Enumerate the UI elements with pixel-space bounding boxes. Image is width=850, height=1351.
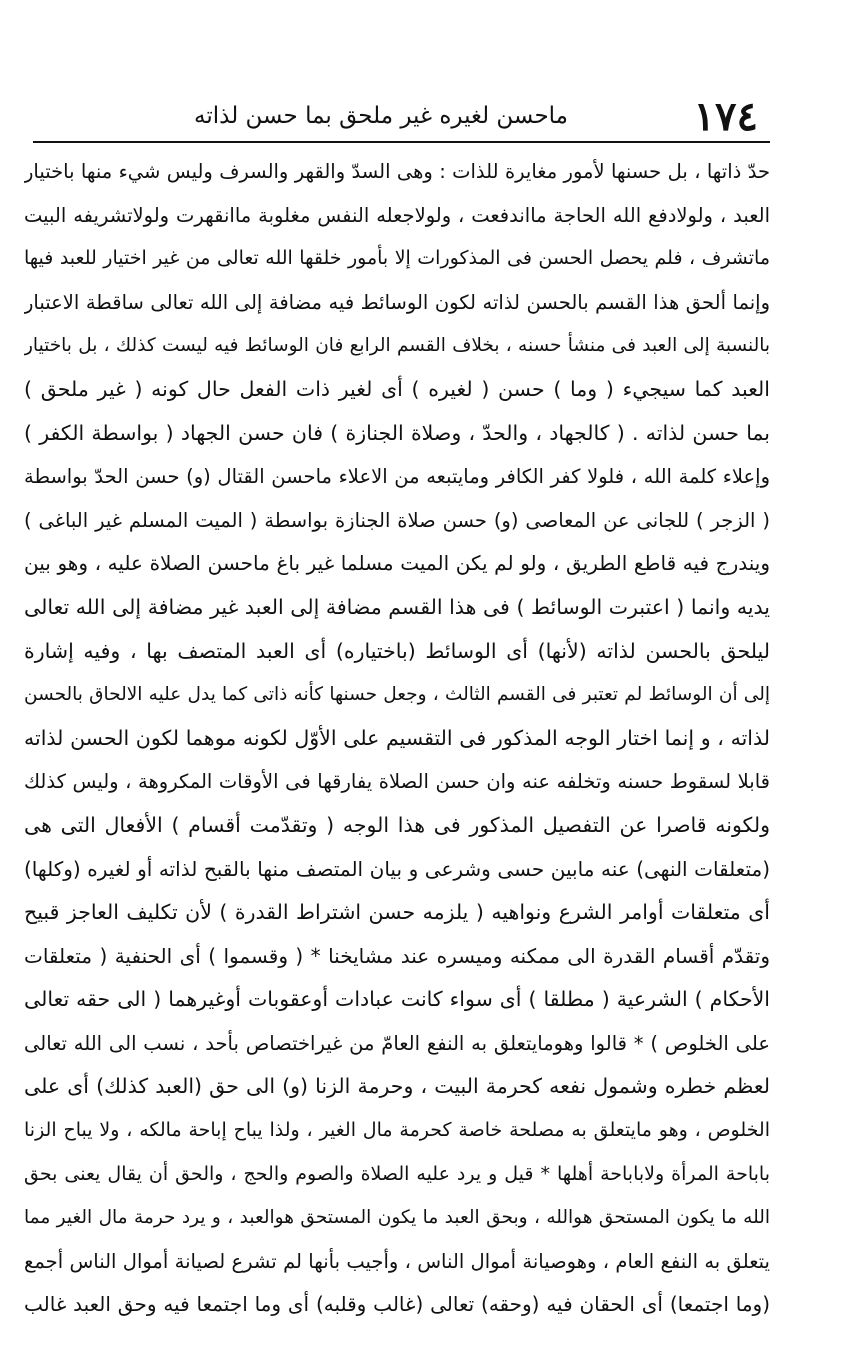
text-line: يتعلق به النفع العام ، وهوصيانة أموال الناس ، وأجيب بأنها لم تشرع لصيانة أموال الناس أجمع xyxy=(24,1249,770,1273)
text-line: على الخلوص ) * قالوا وهومايتعلق به النفع العامّ من غيراختصاص بأحد ، نسب الى الله تعالى xyxy=(24,1031,770,1055)
text-line: الله ما يكون المستحق هوالله ، وبحق العبد ما يكون المستحق هوالعبد ، و يرد حرمة مال الغير مما xyxy=(24,1207,770,1229)
body-text xyxy=(24,150,770,1327)
text-line: وتقدّم أقسام القدرة الى ممكنه وميسره عند مشايخنا * ( وقسموا ) أى الحنفية ( متعلقات xyxy=(24,943,770,968)
text-line: إلى أن الوسائط لم تعتبر فى القسم الثالث ، وجعل حسنها كأنه ذاتى كما يدل عليه الالحاق بالحسن xyxy=(24,684,770,706)
text-line: يديه وانما ( اعتبرت الوسائط ) فى هذا القسم مضافة إلى العبد غير مضافة إلى الله تعالى xyxy=(24,594,770,619)
text-line: أى متعلقات أوامر الشرع ونواهيه ( يلزمه حسن اشتراط القدرة ) لأن تكليف العاجز قبيح xyxy=(24,900,770,925)
text-line: ( الزجر ) للجانى عن المعاصى (و) حسن صلاة الجنازة بواسطة ( الميت المسلم غير الباغى ) xyxy=(24,508,770,532)
text-line: ليلحق بالحسن لذاته (لأنها) أى الوسائط (باختياره) أى العبد المتصف بها ، وفيه إشارة xyxy=(24,638,770,663)
text-line: بالنسبة إلى العبد فى منشأ حسنه ، بخلاف القسم الرابع فان الوسائط فيه ليست كذلك ، بل باختيار xyxy=(24,335,770,357)
text-line: ويندرج فيه قاطع الطريق ، ولو لم يكن الميت مسلما غير باغ ماحسن الصلاة عليه ، وهو بين xyxy=(24,551,770,576)
text-line: حدّ ذاتها ، بل حسنها لأمور مغايرة للذات : وهى السدّ والقهر والسرف وليس شيء منها باختيار xyxy=(24,160,770,183)
text-line: الخلوص ، وهو مايتعلق به مصلحة خاصة كحرمة مال الغير ، ولذا يباح إباحة مالكه ، ولا يباح الزنا xyxy=(24,1119,770,1142)
text-line: (وما اجتمعا) أى الحقان فيه (وحقه) تعالى (غالب وقلبه) أى وما اجتمعا فيه وحق العبد غالب xyxy=(24,1292,770,1317)
page-number: ١٧٤ xyxy=(693,93,758,140)
text-line: العبد كما سيجيء ( وما ) حسن ( لغيره ) أى لغير ذات الفعل حال كونه ( غير ملحق ) xyxy=(24,376,770,401)
text-line: ماتشرف ، فلم يحصل الحسن فى المذكورات إلا بأمور خلقها الله تعالى من غير اختيار للعبد فيها xyxy=(24,247,770,270)
text-line: باباحة المرأة ولاباباحة أهلها * قيل و يرد عليه الصلاة والصوم والحج ، والحق أن يقال يعنى بحق xyxy=(24,1162,770,1185)
text-line: وإنما ألحق هذا القسم بالحسن لذاته لكون الوسائط فيه مضافة إلى الله تعالى ساقطة الاعتبار xyxy=(24,290,770,314)
running-title: ماحسن لغيره غير ملحق بما حسن لذاته xyxy=(194,103,568,129)
text-line: بما حسن لذاته . ( كالجهاد ، والحدّ ، وصلاة الجنازة ) فان حسن الجهاد ( بواسطة الكفر ) xyxy=(24,420,770,445)
text-line: لعظم خطره وشمول نفعه كحرمة البيت ، وحرمة الزنا (و) الى حق (العبد كذلك) أى على xyxy=(24,1074,770,1099)
text-line: الأحكام ) الشرعية ( مطلقا ) أى سواء كانت عبادات أوعقوبات أوغيرهما ( الى حقه تعالى xyxy=(24,987,770,1012)
header-rule xyxy=(33,141,770,143)
text-line: (متعلقات النهى) عنه مابين حسى وشرعى و بيان المتصف منها بالقبح لذاته أو لغيره (وكلها) xyxy=(24,856,770,881)
text-line: لذاته ، و إنما اختار الوجه المذكور فى التقسيم على الأوّل لكونه موهما لكون الحسن لذاته xyxy=(24,725,770,750)
text-line: وإعلاء كلمة الله ، فلولا كفر الكافر ومايتبعه من الاعلاء ماحسن القتال (و) حسن الحدّ بواسطة xyxy=(24,465,770,489)
text-line: قابلا لسقوط حسنه وتخلفه عنه وان حسن الصلاة يفارقها فى الأوقات المكروهة ، وليس كذلك xyxy=(24,770,770,794)
page-header xyxy=(40,92,758,142)
text-line: ولكونه قاصرا عن التفصيل المذكور فى هذا الوجه ( وتقدّمت أقسام ) الأفعال التى هى xyxy=(24,812,770,837)
text-line: العبد ، ولولادفع الله الحاجة مااندفعت ، ولولاجعله النفس مغلوبة ماانقهرت ولولاتشريفه البيت xyxy=(24,203,770,227)
